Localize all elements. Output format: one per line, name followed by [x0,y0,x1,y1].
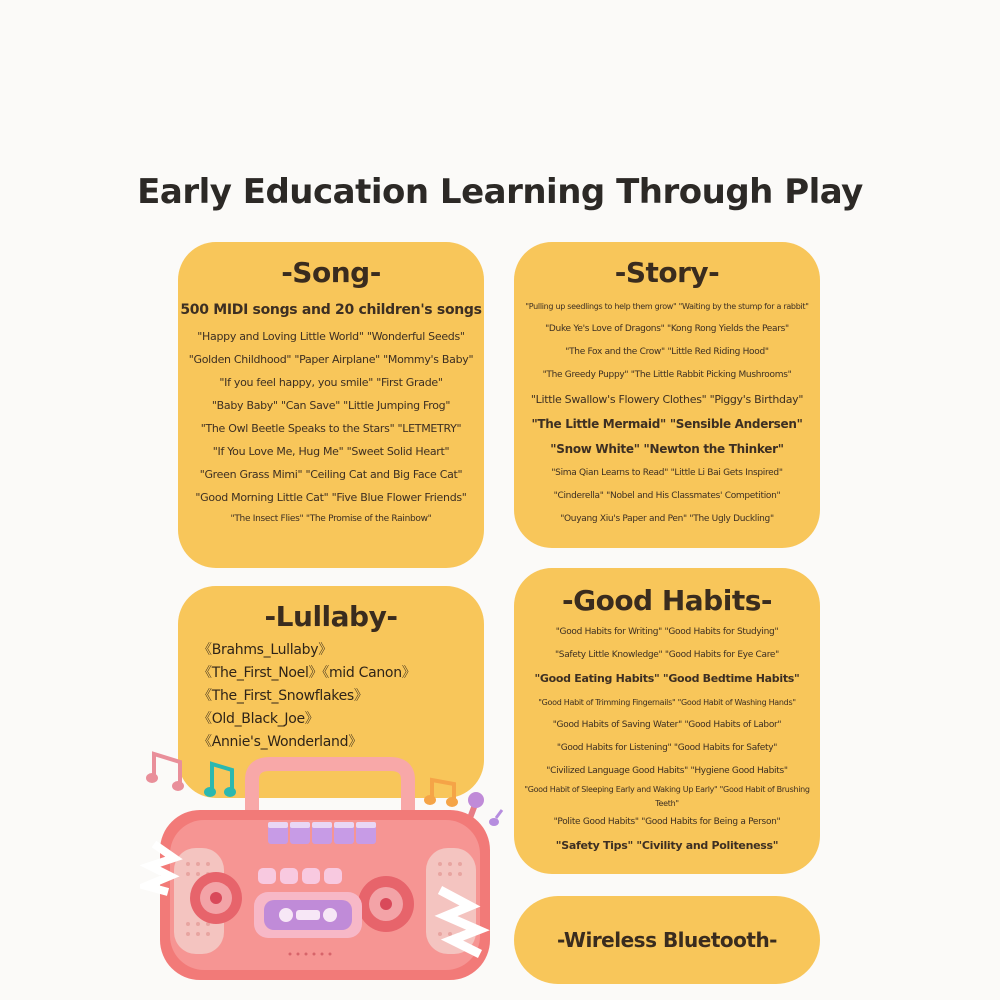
lullaby-card-title: -Lullaby- [264,600,398,633]
story-card-title: -Story- [614,256,720,289]
song-line: "If You Love Me, Hug Me" "Sweet Solid Heart" [212,445,450,458]
story-line: "Sima Qian Learns to Read" "Little Li Bai Gets Inspired" [551,468,783,478]
story-line: "Cinderella" "Nobel and His Classmates' Competition" [553,491,781,501]
habit-line: "Good Habits of Saving Water" "Good Habits of Labor" [552,720,782,730]
song-line: "Golden Childhood" "Paper Airplane" "Mommy's Baby" [188,353,474,366]
story-list [514,295,820,531]
story-line: "Duke Ye's Love of Dragons" "Kong Rong Yields the Pears" [545,324,789,334]
song-line: "If you feel happy, you smile" "First Grade" [219,376,443,389]
song-line: "The Owl Beetle Speaks to the Stars" "LETMETRY" [200,422,462,435]
song-card-title: -Song- [281,256,381,289]
radio-toy-image [140,740,520,990]
habit-line: "Good Habit of Trimming Fingernails" "Good Habit of Washing Hands" [538,698,796,707]
good-habits-list [514,621,820,858]
habit-line: "Good Habit of Sleeping Early and Waking Up Early" "Good Habit of Brushing Teeth" [524,785,810,808]
song-line: "Baby Baby" "Can Save" "Little Jumping Frog" [211,399,451,412]
good-habits-card [514,568,820,874]
habit-line: "Good Eating Habits" "Good Bedtime Habits" [534,672,800,685]
music-note-icon [204,764,236,797]
story-line: "The Fox and the Crow" "Little Red Riding Hood" [565,347,769,357]
story-line: "The Greedy Puppy" "The Little Rabbit Picking Mushrooms" [542,370,792,380]
song-card [178,242,484,568]
radio-toy-illustration [140,740,520,990]
song-line: "Happy and Loving Little World" "Wonderful Seeds" [197,330,465,343]
wireless-bluetooth-card [514,896,820,984]
music-note-icon [489,810,502,826]
habit-line: "Polite Good Habits" "Good Habits for Being a Person" [553,817,781,827]
song-list [178,295,484,529]
habit-line: "Good Habits for Writing" "Good Habits for Studying" [555,627,779,637]
song-line: "Green Grass Mimi" "Ceiling Cat and Big Face Cat" [199,468,463,481]
song-line: 500 MIDI songs and 20 children's songs [180,302,482,318]
page-title: Early Education Learning Through Play [137,172,863,212]
habit-line: "Civilized Language Good Habits" "Hygiene Good Habits" [546,766,788,776]
lullaby-line: 《Old_Black_Joe》 [198,711,319,727]
song-line: "The Insect Flies" "The Promise of the Rainbow" [230,514,432,524]
habit-line: "Safety Tips" "Civility and Politeness" [555,839,779,852]
habit-line: "Safety Little Knowledge" "Good Habits for Eye Care" [554,650,780,660]
music-note-icon [424,780,458,807]
story-line: "Snow White" "Newton the Thinker" [550,442,784,456]
lullaby-line: 《The_First_Snowflakes》 [198,688,368,704]
lullaby-line: 《Annie's_Wonderland》 [198,734,362,750]
music-note-icon [146,754,184,791]
good-habits-card-title: -Good Habits- [561,584,772,617]
story-line: "Little Swallow's Flowery Clothes" "Piggy's Birthday" [530,393,804,406]
lullaby-line: 《The_First_Noel》《mid Canon》 [198,665,416,681]
song-line: "Good Morning Little Cat" "Five Blue Flower Friends" [195,491,467,504]
story-line: "Pulling up seedlings to help them grow" "Waiting by the stump for a rabbit" [525,302,809,311]
story-line: "The Little Mermaid" "Sensible Andersen" [531,417,803,431]
lullaby-list [178,639,484,754]
lullaby-line: 《Brahms_Lullaby》 [198,642,332,658]
story-line: "Ouyang Xiu's Paper and Pen" "The Ugly Duckling" [560,514,774,524]
habit-line: "Good Habits for Listening" "Good Habits for Safety" [556,743,778,753]
wireless-bluetooth-title: -Wireless Bluetooth- [557,928,777,952]
story-card [514,242,820,548]
